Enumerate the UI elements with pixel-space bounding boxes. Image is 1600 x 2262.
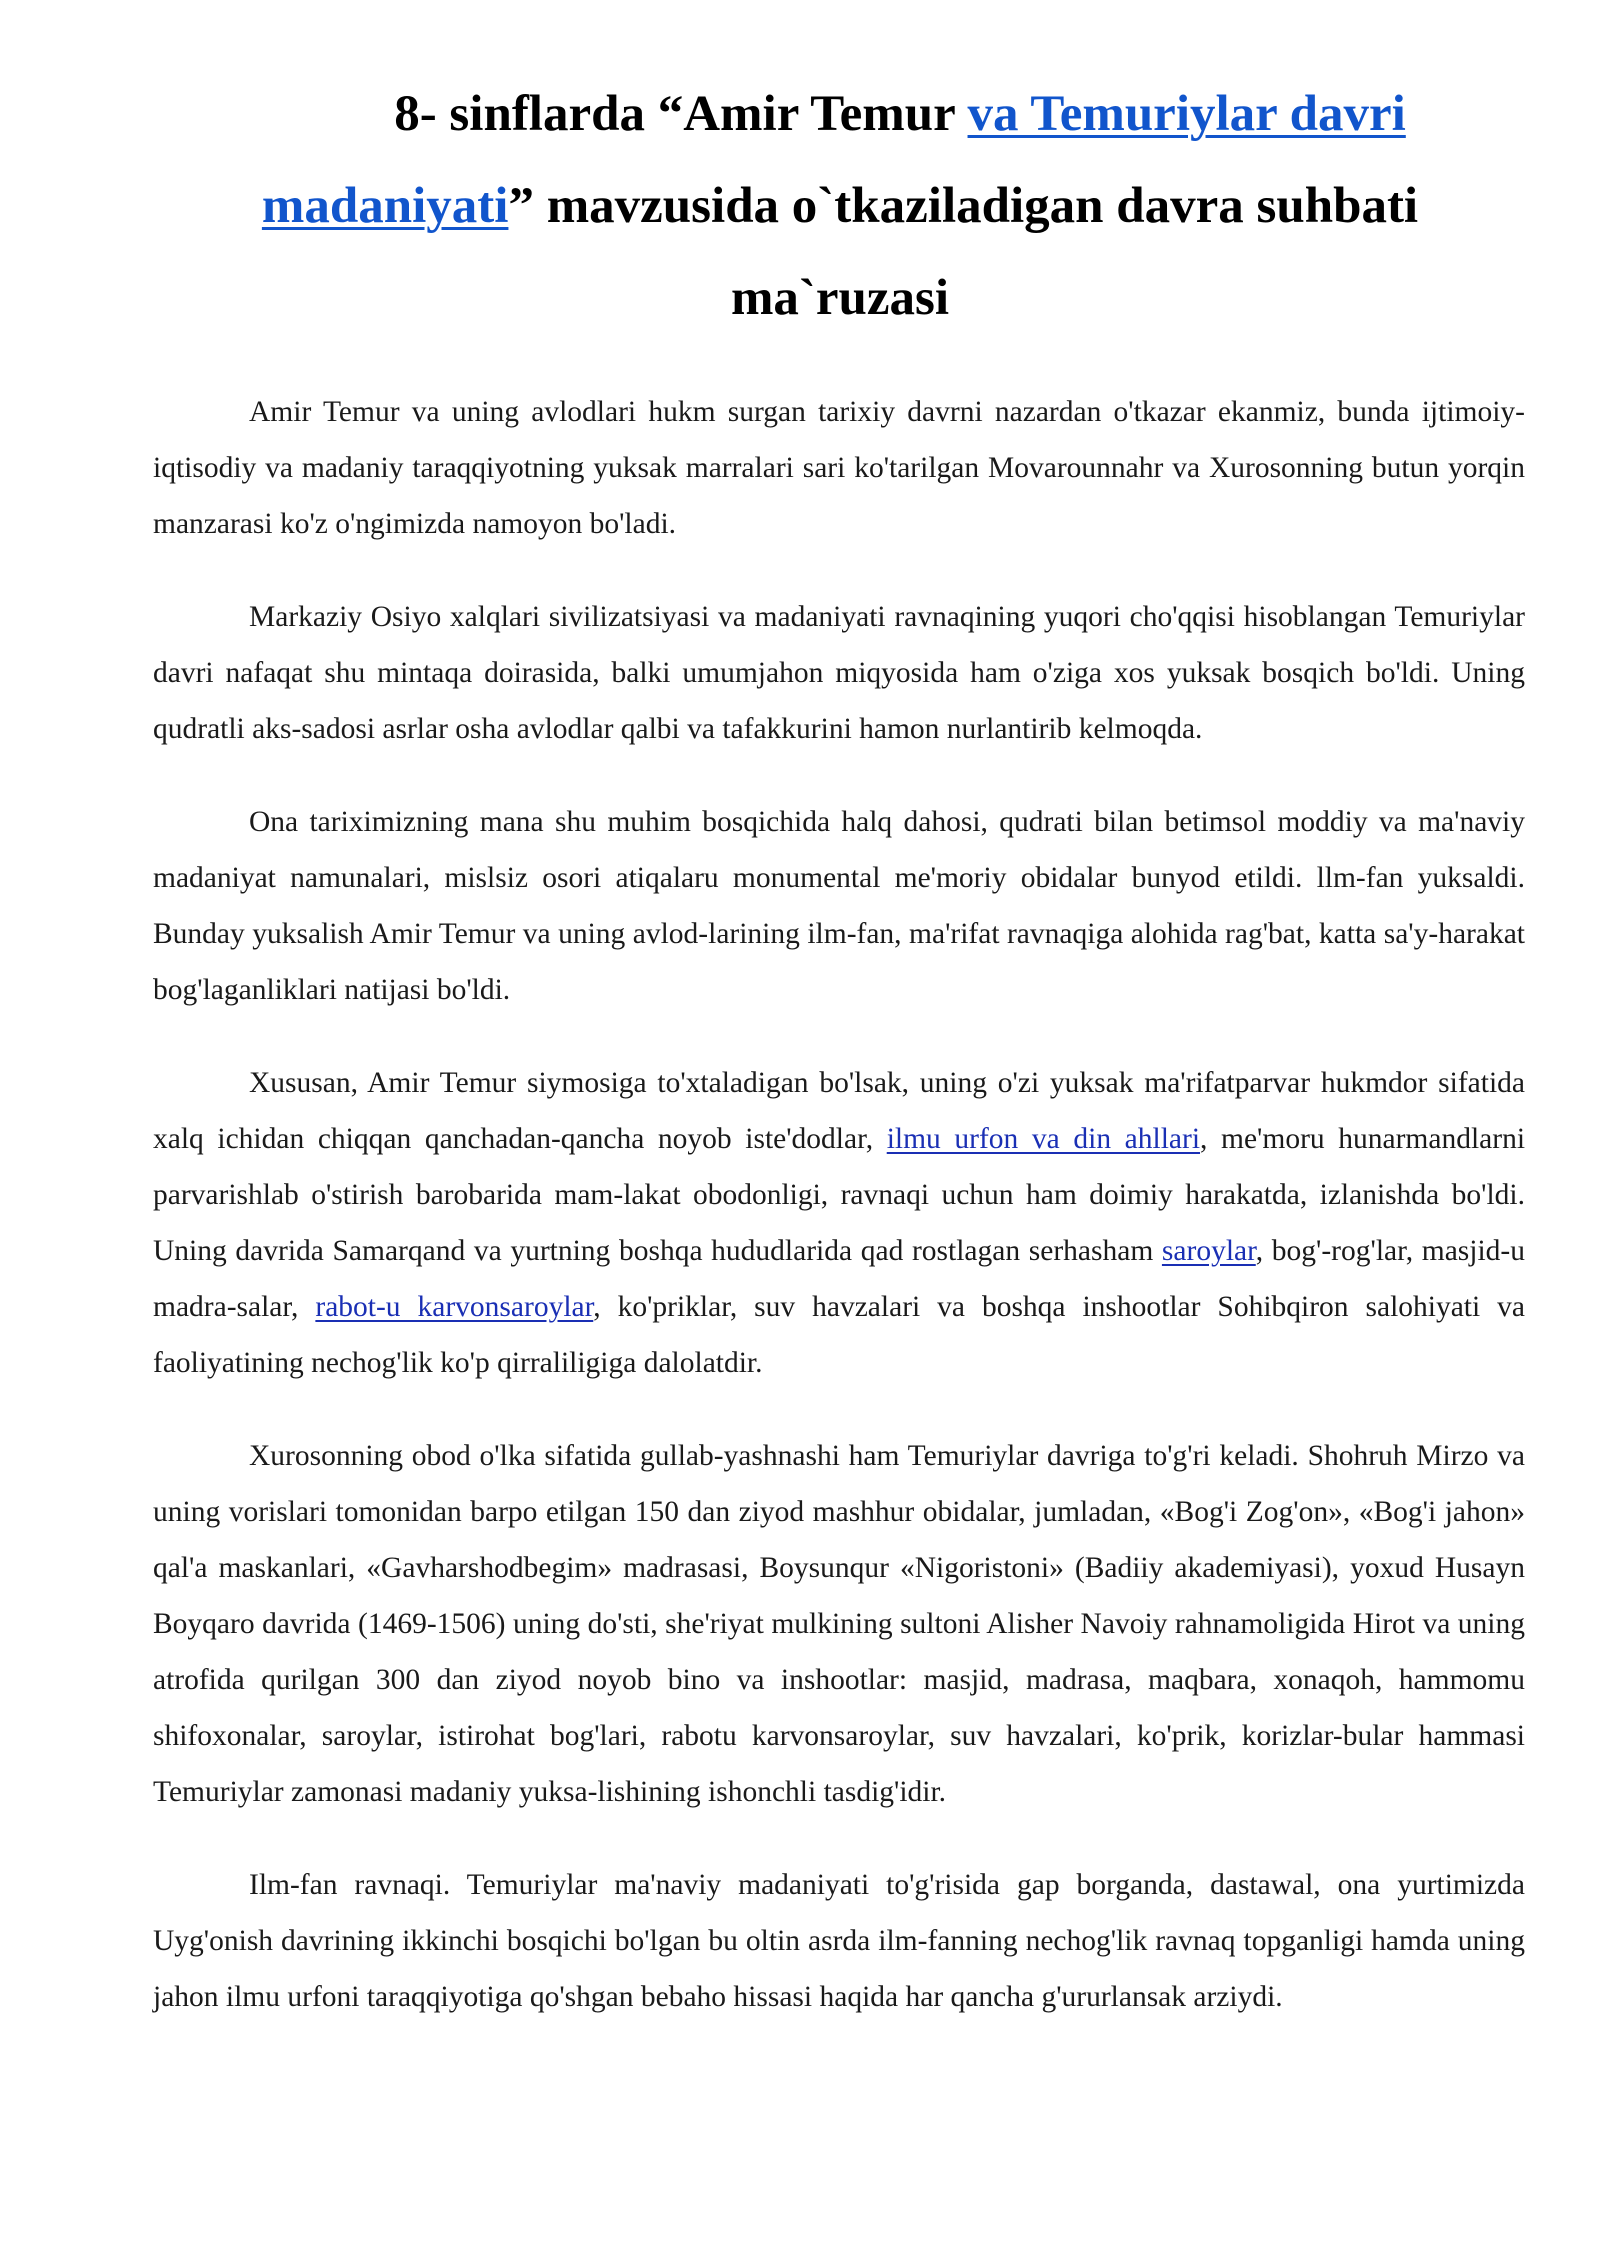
paragraph-4-text-3: , bog'-rog'lar, masjid-u madra-salar, bbox=[153, 1235, 1526, 1323]
paragraph-4-text-1: Xususan, Amir Temur siymosiga to'xtaladigan bo'lsak, uning o'zi yuksak ma'rifatparvar hukmdor sifatida xalq ichidan chiqqan qanchadan-qancha noyob iste'dodlar, bbox=[153, 1067, 1525, 1155]
link-saroylar[interactable]: saroylar bbox=[1161, 1235, 1256, 1267]
title-link-temuriylar[interactable]: va Temuriylar davri bbox=[967, 86, 1406, 142]
document-title bbox=[200, 68, 1480, 344]
paragraph-2: Markaziy Osiyo xalqlari sivilizatsiyasi va madaniyati ravnaqining yuqori cho'qqisi hisoblangan Temuriylar davri nafaqat shu mintaqa doirasida, balki umumjahon miqyosida ham o'ziga xos yuksak bosqich bo'ldi. Uning qudratli aks-sadosi asrlar osha avlodlar qalbi va tafakkurini hamon nurlantirib kelmoqda. bbox=[153, 601, 1525, 745]
paragraph-4-text-2: , me'moru hunarmandlarni parvarishlab o'stirish barobarida mam-lakat obodonligi, ravnaqi uchun ham doimiy harakatda, izlanishda bo'ldi. Uning davrida Samarqand va yurtning boshqa hududlarida qad rostlagan serhasham bbox=[153, 1123, 1526, 1267]
paragraph-3: Ona tariximizning mana shu muhim bosqichida halq dahosi, qudrati bilan betimsol moddiy va ma'naviy madaniyat namunalari, mislsiz osori atiqalaru monumental me'moriy obidalar bunyod etildi. llm-fan yuksaldi. Bunday yuksalish Amir Temur va uning avlod-larining ilm-fan, ma'rifat ravnaqiga alohida rag'bat, katta sa'y-harakat bog'laganliklari natijasi bo'ldi. bbox=[153, 806, 1525, 1006]
link-ilmu-urfon[interactable]: ilmu urfon va din ahllari bbox=[886, 1123, 1201, 1155]
paragraph-4 bbox=[153, 1055, 1525, 1391]
paragraph-1: Amir Temur va uning avlodlari hukm surgan tarixiy davrni nazardan o'tkazar ekanmiz, bunda ijtimoiy-iqtisodiy va madaniy taraqqiyotning yuksak marralari sari ko'tarilgan Movarounnahr va Xurosonning butun yorqin manzarasi ko'z o'ngimizda namoyon bo'ladi. bbox=[153, 396, 1525, 540]
document-body bbox=[153, 384, 1525, 2062]
paragraph-4-text-4: , ko'priklar, suv havzalari va boshqa inshootlar Sohibqiron salohiyati va faoliyatining nechog'lik ko'p qirraliligiga dalolatdir. bbox=[153, 1291, 1525, 1379]
title-line-3: ma`ruzasi bbox=[730, 270, 950, 326]
title-line-2 bbox=[200, 160, 1480, 252]
title-text-part1: 8- sinflarda “Amir Temur bbox=[394, 86, 968, 142]
paragraph-5: Xurosonning obod o'lka sifatida gullab-yashnashi ham Temuriylar davriga to'g'ri keladi. Shohruh Mirzo va uning vorislari tomonidan barpo etilgan 150 dan ziyod mashhur obidalar, jumladan, «Bog'i Zog'on», «Bog'i jahon» qal'a maskanlari, «Gavharshodbegim» madrasasi, Boysunqur «Nigoristoni» (Badiiy akademiyasi), yoxud Husayn Boyqaro davrida (1469-1506) uning do'sti, she'riyat mulkining sultoni Alisher Navoiy rahnamoligida Hirot va uning atrofida qurilgan 300 dan ziyod noyob bino va inshootlar: masjid, madrasa, maqbara, xonaqoh, hammomu shifoxonalar, saroylar, istirohat bog'lari, rabotu karvonsaroylar, suv havzalari, ko'prik, korizlar-bular hammasi Temuriylar zamonasi madaniy yuksa-lishining ishonchli tasdig'idir. bbox=[153, 1440, 1525, 1808]
paragraph-6: Ilm-fan ravnaqi. Temuriylar ma'naviy madaniyati to'g'risida gap borganda, dastawal, ona yurtimizda Uyg'onish davrining ikkinchi bosqichi bo'lgan bu oltin asrda ilm-fanning nechog'lik ravnaq topganligi hamda uning jahon ilmu urfoni taraqqiyotiga qo'shgan bebaho hissasi haqida har qancha g'ururlansak arziydi. bbox=[153, 1869, 1525, 2013]
title-line-1 bbox=[200, 68, 1480, 160]
link-rabot-karvonsaroylar[interactable]: rabot-u karvonsaroylar bbox=[315, 1291, 594, 1323]
title-text-part2: ” mavzusida o`tkaziladigan davra suhbati bbox=[508, 178, 1419, 234]
title-link-madaniyati[interactable]: madaniyati bbox=[261, 178, 509, 234]
